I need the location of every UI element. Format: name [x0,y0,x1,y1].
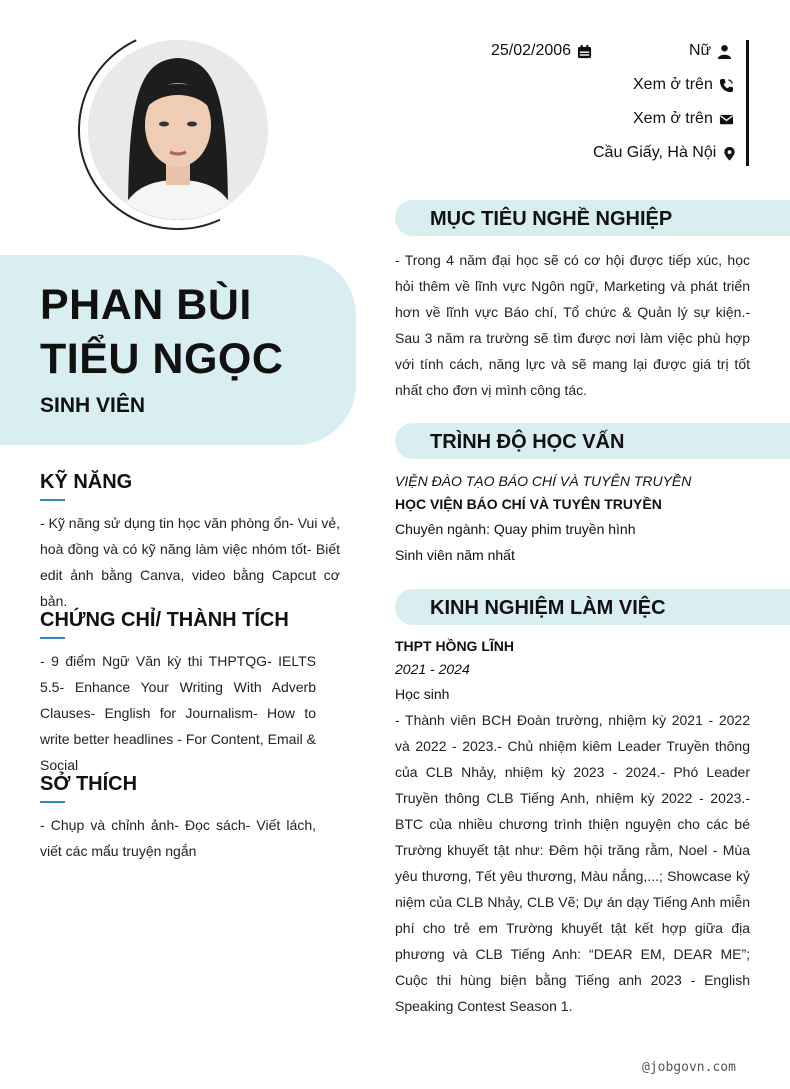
phone-text: Xem ở trên [633,76,713,93]
full-name: PHAN BÙI TIỂU NGỌC [40,281,284,383]
birthdate-text: 25/02/2006 [491,42,572,59]
experience-period: 2021 - 2024 [395,661,470,677]
experience-heading: KINH NGHIỆM LÀM VIỆC [430,597,666,619]
birthdate-item [491,42,592,60]
objective-heading: MỤC TIÊU NGHỀ NGHIỆP [430,208,673,230]
certificates-text: - 9 điểm Ngữ Văn kỳ thi THPTQG- IELTS 5.5- Enhance Your Writing With Adverb Clauses- English for Journalism- How to write better headlines - For Content, Email & Social [40,653,316,773]
watermark: @jobgovn.com [642,1060,736,1075]
map-pin-icon [722,146,737,161]
education-year: Sinh viên năm nhất [395,547,515,563]
user-icon [717,44,732,59]
education-institute: VIỆN ĐÀO TẠO BÁO CHÍ VÀ TUYÊN TRUYỀN [395,473,692,489]
profile-photo [88,40,268,220]
skills-text: - Kỹ năng sử dụng tin học văn phòng ổn- Vui vẻ, hoà đồng và có kỹ năng làm việc nhóm tốt- Biết edit ảnh bằng Canva, video bằng Capcut cơ bản. [40,515,340,609]
contact-divider [746,40,749,166]
experience-role: Học sinh [395,686,450,702]
phone-item [633,76,734,94]
hobbies-heading: SỞ THÍCH [40,773,138,795]
hobbies-underline [40,801,65,803]
profile-photo-illustration [88,40,268,220]
skills-underline [40,499,65,501]
education-heading: TRÌNH ĐỘ HỌC VẤN [430,431,625,453]
hobbies-text: - Chụp và chỉnh ảnh- Đọc sách- Viết lách, viết các mẩu truyện ngắn [40,817,316,859]
envelope-icon [719,112,734,127]
gender-item [689,42,732,60]
experience-text: - Thành viên BCH Đoàn trường, nhiệm kỳ 2021 - 2022 và 2022 - 2023.- Chủ nhiệm kiêm Leader Truyền thông của CLB Nhảy, nhiệm kỳ 2023 - 2024.- Phó Leader Truyền thông CLB Tiếng Anh, nhiệm kỳ 2022 - 2023.- BTC của nhiều chương trình thiện nguyện cho các bé Trường khuyết tật như: Đêm hội trăng rằm, Noel - Mùa yêu thương, Tết yêu thương, Màu nắng,...; Showcase kỷ niệm của CLB Nhảy, CLB Vẽ; Dự án dạy Tiếng Anh miễn phí cho trẻ em Trường khuyết tật kết hợp giữa địa phương và CLB Tiếng Anh: “DEAR EM, DEAR ME”; Cuộc thi hùng biện bằng Tiếng anh 2023 - English Speaking Contest Season 1. [395,712,750,1014]
objective-text: - Trong 4 năm đại học sẽ có cơ hội được tiếp xúc, học hỏi thêm về lĩnh vực Ngôn ngữ, Marketing và phát triển hơn về lĩnh vực Báo chí, Tổ chức & Quản lý sự kiện.- Sau 3 năm ra trường sẽ tìm được nơi làm việc phù hợp với tính cách, năng lực và sẽ mang lại được giá trị tốt nhất cho đơn vị mình công tác. [395,252,750,398]
education-school: HỌC VIỆN BÁO CHÍ VÀ TUYÊN TRUYỀN [395,496,662,512]
skills-heading: KỸ NĂNG [40,471,133,493]
phone-icon [719,78,734,93]
job-title: SINH VIÊN [40,394,146,417]
calendar-icon [577,44,592,59]
gender-text: Nữ [689,42,712,59]
address-item [593,144,737,162]
certificates-heading: CHỨNG CHỈ/ THÀNH TÍCH [40,609,289,631]
email-item [633,110,734,128]
email-text: Xem ở trên [633,110,713,127]
address-text: Cầu Giấy, Hà Nội [593,144,717,161]
certificates-underline [40,637,65,639]
education-major: Chuyên ngành: Quay phim truyền hình [395,521,636,537]
experience-org: THPT HỒNG LĨNH [395,638,514,654]
